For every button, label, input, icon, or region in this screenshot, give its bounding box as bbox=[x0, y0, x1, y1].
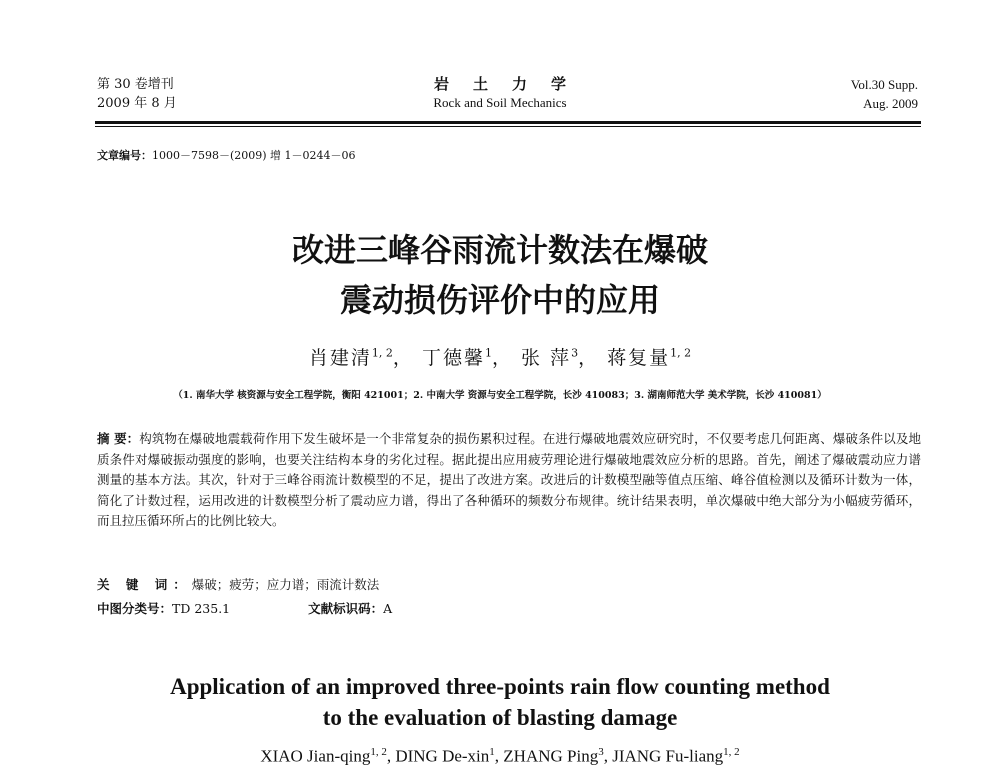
title-en-line2: to the evaluation of blasting damage bbox=[322, 705, 678, 730]
author-separator-en: , bbox=[386, 746, 396, 766]
header-rule-thick bbox=[95, 121, 921, 124]
author-affil-mark-en: 1, 2 bbox=[723, 746, 740, 758]
author-name: 肖建清 bbox=[308, 347, 372, 369]
journal-name-cn: 岩土力学 bbox=[433, 75, 590, 93]
author-affil-mark: 1, 2 bbox=[371, 346, 393, 360]
author-separator-en: , bbox=[494, 746, 504, 766]
title-en-line1: Application of an improved three-points rain flow counting method bbox=[170, 674, 830, 699]
volume-en: Vol.30 Supp. bbox=[850, 77, 918, 92]
paper-title-cn bbox=[0, 225, 1000, 325]
author-separator: ， bbox=[491, 347, 513, 369]
author-separator: ， bbox=[578, 347, 600, 369]
keywords-label: 关 键 词： bbox=[97, 577, 192, 592]
clc-value: TD 235.1 bbox=[172, 601, 231, 616]
affiliations-cn: （1. 南华大学 核资源与安全工程学院，衡阳 421001；2. 中南大学 资源与安全工程学院，长沙 410083；3. 湖南师范大学 美术学院，长沙 410081） bbox=[173, 390, 827, 401]
article-number-value: 1000－7598－(2009) 增 1－0244－06 bbox=[152, 149, 356, 162]
author-name: 张 萍 bbox=[521, 347, 572, 369]
author-name-en: ZHANG Ping bbox=[503, 746, 599, 766]
header-right bbox=[851, 75, 918, 113]
author-name: 蒋复量 bbox=[607, 347, 671, 369]
title-cn-line2: 震动损伤评价中的应用 bbox=[339, 281, 660, 319]
keywords-text: 爆破；疲劳；应力谱；雨流计数法 bbox=[191, 577, 380, 592]
doc-code-value: A bbox=[383, 601, 393, 616]
author-affil-mark-en: 3 bbox=[598, 746, 604, 758]
author-affil-mark: 1 bbox=[484, 346, 492, 360]
author-name-en: XIAO Jian-qing bbox=[260, 746, 371, 766]
date-cn: 2009 年 8 月 bbox=[97, 96, 177, 111]
abstract-cn bbox=[97, 429, 921, 532]
author-name-en: JIANG Fu-liang bbox=[612, 746, 724, 766]
author-affil-mark-en: 1 bbox=[489, 746, 495, 758]
article-number bbox=[97, 147, 356, 163]
doc-code-label: 文献标识码： bbox=[308, 601, 384, 616]
author-affil-mark-en: 1, 2 bbox=[370, 746, 387, 758]
abstract-text: 构筑物在爆破地震载荷作用下发生破坏是一个非常复杂的损伤累积过程。在进行爆破地震效应研究时，不仅要考虑几何距离、爆破条件以及地质条件对爆破振动强度的影响，也要关注结构本身的劣化过程。据此提出应用疲劳理论进行爆破地震效应分析的思路。首先，阐述了爆破震动应力谱测量的基本方法。其次，针对于三峰谷雨流计数模型的不足，提出了改进方案。改进后的计数模型融等值点压缩、峰谷值检测以及循环计数为一体，简化了计数过程，运用改进的计数模型分析了震动应力谱，得出了各种循环的频数分布规律。统计结果表明，单次爆破中绝大部分为小幅疲劳循环，而且拉压循环所占的比例比较大。 bbox=[97, 431, 921, 528]
author-separator-en: , bbox=[603, 746, 613, 766]
author-separator: ， bbox=[392, 347, 414, 369]
abstract-label: 摘 要： bbox=[97, 431, 140, 446]
author-name: 丁德馨 bbox=[421, 347, 485, 369]
keywords-cn bbox=[97, 575, 379, 593]
article-number-label: 文章编号： bbox=[97, 149, 152, 162]
classification-line bbox=[97, 599, 392, 617]
volume-cn: 第 30 卷增刊 bbox=[97, 77, 174, 92]
author-name-en: DING De-xin bbox=[395, 746, 490, 766]
author-affil-mark: 1, 2 bbox=[670, 346, 692, 360]
clc-label: 中图分类号： bbox=[97, 601, 173, 616]
authors-cn bbox=[0, 343, 1000, 370]
paper-title-en bbox=[0, 671, 1000, 733]
author-affil-mark: 3 bbox=[571, 346, 579, 360]
header-rule-thin bbox=[95, 126, 921, 127]
date-en: Aug. 2009 bbox=[863, 96, 918, 111]
journal-name-en: Rock and Soil Mechanics bbox=[433, 95, 567, 110]
title-cn-line1: 改进三峰谷雨流计数法在爆破 bbox=[291, 231, 708, 269]
authors-en bbox=[0, 746, 1000, 767]
